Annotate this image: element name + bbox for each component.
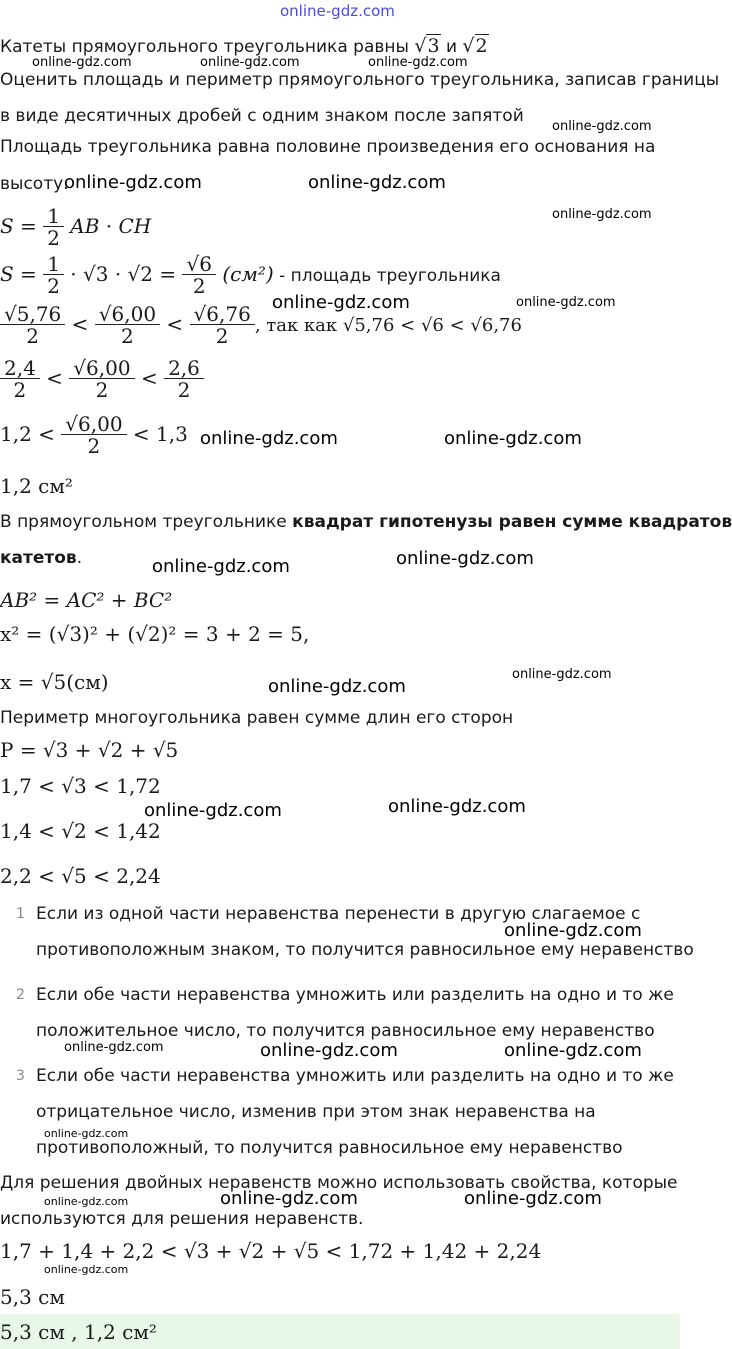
inequality-2 xyxy=(0,358,204,401)
perimeter-rule: Периметр многоугольника равен сумме длин его сторон xyxy=(0,708,514,728)
fraction-600: $\frac{√6,00}{2}$ xyxy=(63,414,124,457)
lt-sign: < xyxy=(166,312,184,336)
pythagoras-bold-2: катетов xyxy=(0,548,77,568)
watermark: online-gdz.com xyxy=(504,1040,642,1061)
area-calculation xyxy=(0,254,501,297)
fraction-half: $\frac{1}{2}$ xyxy=(45,206,62,249)
fraction-half: $\frac{1}{2}$ xyxy=(45,254,62,297)
watermark: online-gdz.com xyxy=(464,1188,602,1209)
perimeter-formula: P = √3 + √2 + √5 xyxy=(0,738,179,762)
fraction-600: $\frac{√6,00}{2}$ xyxy=(71,358,132,401)
answer-box xyxy=(0,1314,680,1349)
rule-number: 1 xyxy=(16,906,25,922)
watermark: online-gdz.com xyxy=(504,920,642,941)
rule-number: 3 xyxy=(16,1068,25,1084)
pythagoras-line-1 xyxy=(0,512,732,532)
watermark: online-gdz.com xyxy=(64,172,202,193)
lt-sign: < xyxy=(46,366,63,390)
and-word: и xyxy=(445,37,457,57)
rule-text: противоположный, то получится равносильное ему неравенство xyxy=(36,1138,623,1158)
sum-inequality: 1,7 + 1,4 + 2,2 < √3 + √2 + √5 < 1,72 + 1,42 + 2,24 xyxy=(0,1239,542,1263)
watermark: online-gdz.com xyxy=(44,1127,129,1140)
watermark: online-gdz.com xyxy=(260,1040,398,1061)
double-ineq-line-1: Для решения двойных неравенств можно использовать свойства, которые xyxy=(0,1173,678,1193)
inequality-3-right: < 1,3 xyxy=(132,422,188,446)
inequality-1-reason: , так как √5,76 < √6 < √6,76 xyxy=(254,315,522,336)
task-line-2: Оценить площадь и периметр прямоугольного треугольника, записав границы xyxy=(0,70,720,90)
calc-product: · √3 · √2 = xyxy=(70,262,177,286)
leg-value-2: 2 xyxy=(475,35,488,57)
watermark: online-gdz.com xyxy=(552,207,652,222)
watermark: online-gdz.com xyxy=(32,55,132,70)
task-text: Катеты прямоугольного треугольника равны xyxy=(0,37,409,57)
area-rule-line-2: высоту. xyxy=(0,174,69,194)
watermark: online-gdz.com xyxy=(512,667,612,682)
inequality-3-left: 1,2 < xyxy=(0,422,55,446)
calc-unit: (см²) xyxy=(222,262,274,286)
watermark: online-gdz.com xyxy=(516,295,616,310)
watermark: online-gdz.com xyxy=(44,1263,129,1276)
pythagoras-text: В прямоугольном треугольнике xyxy=(0,512,293,532)
watermark: online-gdz.com xyxy=(220,1188,358,1209)
double-ineq-line-2: используются для решения неравенств. xyxy=(0,1209,364,1229)
pythagoras-line-2: катетов. xyxy=(0,548,83,568)
formula-ab-ch: AB · CH xyxy=(70,214,152,238)
formula-s-label: S = xyxy=(0,214,44,238)
estimate-sqrt3: 1,7 < √3 < 1,72 xyxy=(0,774,161,798)
area-result: 1,2 см² xyxy=(0,474,73,498)
final-answer: 5,3 см , 1,2 см² xyxy=(0,1320,157,1344)
rule-text: Если обе части неравенства умножить или разделить на одно и то же xyxy=(36,1066,674,1086)
watermark: online-gdz.com xyxy=(388,796,526,817)
task-line-1: Катеты прямоугольного треугольника равны √3 и √2 xyxy=(0,35,488,57)
watermark: online-gdz.com xyxy=(308,172,446,193)
rule-text: положительное число, то получится равносильное ему неравенство xyxy=(36,1021,655,1041)
fraction-600: $\frac{√6,00}{2}$ xyxy=(97,304,158,347)
calc-note: - площадь треугольника xyxy=(273,266,501,286)
watermark: online-gdz.com xyxy=(152,556,290,577)
fraction-576: $\frac{√5,76}{2}$ xyxy=(2,304,63,347)
task-line-3: в виде десятичных дробей с одним знаком после запятой xyxy=(0,106,524,126)
watermark: online-gdz.com xyxy=(444,428,582,449)
pythagoras-equation: AB² = AC² + BC² xyxy=(0,588,173,612)
calc-s-label: S = xyxy=(0,262,44,286)
area-formula xyxy=(0,206,151,249)
watermark: online-gdz.com xyxy=(552,119,652,134)
inequality-3 xyxy=(0,414,188,457)
fraction-26: $\frac{2,6}{2}$ xyxy=(166,358,202,401)
watermark: online-gdz.com xyxy=(144,800,282,821)
rule-text: отрицательное число, изменив при этом знак неравенства на xyxy=(36,1102,596,1122)
watermark: online-gdz.com xyxy=(44,1195,129,1208)
watermark: online-gdz.com xyxy=(200,428,338,449)
inequality-1 xyxy=(0,304,522,347)
fraction-sqrt6-over-2: $\frac{√6}{2}$ xyxy=(184,254,213,297)
pythagoras-bold: квадрат гипотенузы равен сумме квадратов xyxy=(292,512,732,532)
x-equation: x = √5(см) xyxy=(0,670,109,694)
lt-sign: < xyxy=(140,366,158,390)
estimate-sqrt2: 1,4 < √2 < 1,42 xyxy=(0,819,161,843)
rule-text: Если обе части неравенства умножить или разделить на одно и то же xyxy=(36,985,674,1005)
top-watermark: online-gdz.com xyxy=(280,2,395,20)
watermark: online-gdz.com xyxy=(368,55,468,70)
watermark: online-gdz.com xyxy=(64,1040,164,1055)
fraction-676: $\frac{√6,76}{2}$ xyxy=(192,304,253,347)
x-squared-equation: x² = (√3)² + (√2)² = 3 + 2 = 5, xyxy=(0,622,310,646)
watermark: online-gdz.com xyxy=(396,548,534,569)
rule-text: Если из одной части неравенства перенести в другую слагаемое с xyxy=(36,904,641,924)
estimate-sqrt5: 2,2 < √5 < 2,24 xyxy=(0,864,161,888)
lt-sign: < xyxy=(71,312,89,336)
perimeter-result: 5,3 см xyxy=(0,1285,65,1309)
rule-number: 2 xyxy=(16,987,25,1003)
watermark: online-gdz.com xyxy=(268,676,406,697)
leg-value-1: 3 xyxy=(427,35,440,57)
watermark: online-gdz.com xyxy=(200,55,300,70)
watermark: online-gdz.com xyxy=(272,292,410,313)
area-rule-line-1: Площадь треугольника равна половине произведения его основания на xyxy=(0,137,656,157)
fraction-24: $\frac{2,4}{2}$ xyxy=(2,358,38,401)
rule-text: противоположным знаком, то получится равносильное ему неравенство xyxy=(36,940,694,960)
